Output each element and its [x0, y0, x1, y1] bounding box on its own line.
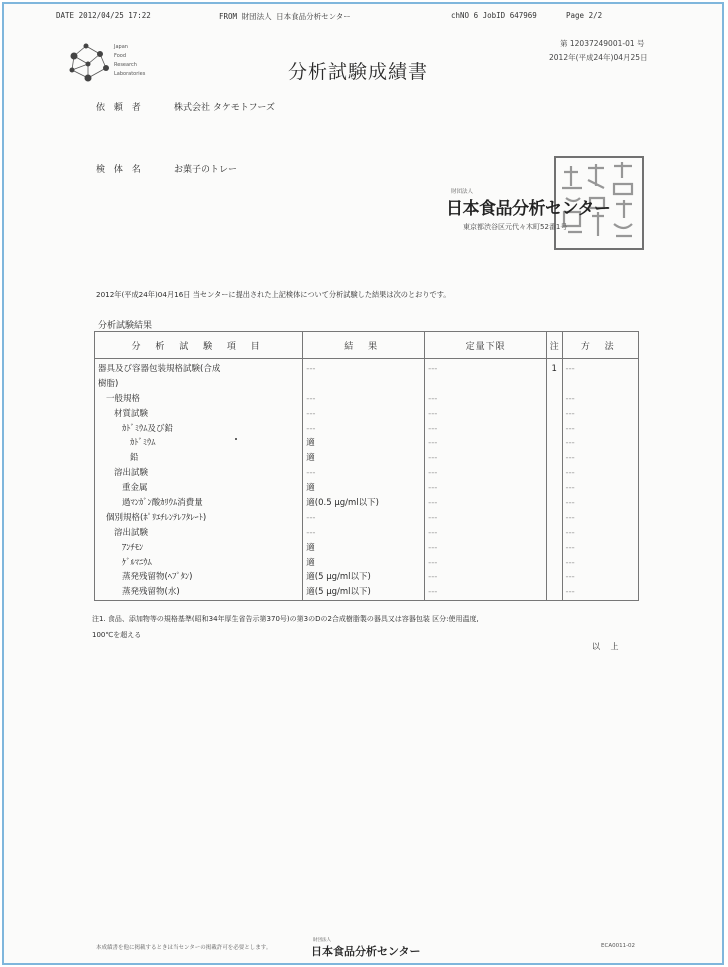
- cell-result: ---: [303, 526, 425, 541]
- cell-result: 適(5 μg/ml以下): [303, 585, 425, 600]
- cell-result: [303, 377, 425, 392]
- cell-limit: ---: [425, 556, 547, 571]
- center-logo-small: 財団法人: [451, 189, 474, 195]
- cell-method: ---: [562, 585, 639, 600]
- cell-limit: ---: [425, 392, 547, 407]
- header-result: 結 果: [303, 332, 425, 359]
- cell-note: [547, 407, 563, 422]
- footer-disclaimer: 本成績書を他に掲載するときは当センターの掲載許可を必要とします。: [96, 945, 272, 951]
- cell-method: ---: [562, 359, 639, 377]
- cell-method: ---: [562, 556, 639, 571]
- cell-method: ---: [562, 407, 639, 422]
- cell-note: [547, 451, 563, 466]
- cell-result: ---: [303, 422, 425, 437]
- cell-limit: ---: [425, 436, 547, 451]
- cell-result: 適: [303, 481, 425, 496]
- cell-note: 1: [547, 359, 563, 377]
- header-method: 方 法: [562, 332, 639, 359]
- table-row: [95, 585, 639, 600]
- cell-method: ---: [562, 466, 639, 481]
- cell-item: 過ﾏﾝｶﾞﾝ酸ｶﾘｳﾑ消費量: [95, 496, 303, 511]
- logo-line-2: Food: [114, 53, 126, 59]
- fax-date: DATE 2012/04/25 17:22: [56, 11, 151, 20]
- cell-limit: ---: [425, 511, 547, 526]
- table-row: [95, 436, 639, 451]
- cell-item: 溶出試験: [95, 526, 303, 541]
- cell-limit: ---: [425, 466, 547, 481]
- table-row: [95, 377, 639, 392]
- cell-result: ---: [303, 511, 425, 526]
- cell-limit: ---: [425, 407, 547, 422]
- table-row: [95, 422, 639, 437]
- table-row: [95, 570, 639, 585]
- table-row: [95, 511, 639, 526]
- cell-result: ---: [303, 359, 425, 377]
- fax-page: Page 2/2: [566, 11, 603, 20]
- cell-item: ｶﾄﾞﾐｳﾑ及び鉛: [95, 422, 303, 437]
- table-row: [95, 359, 639, 377]
- center-address: 東京都渋谷区元代々木町52番1号: [463, 223, 568, 231]
- cell-item: 鉛: [95, 451, 303, 466]
- cell-limit: ---: [425, 570, 547, 585]
- cell-result: ---: [303, 466, 425, 481]
- footer-center-small: 財団法人: [313, 938, 331, 943]
- issue-date: 2012年(平成24年)04月25日: [549, 53, 648, 62]
- sample-label: 検 体 名: [96, 165, 144, 175]
- cell-note: [547, 422, 563, 437]
- cell-limit: ---: [425, 585, 547, 600]
- cell-method: ---: [562, 526, 639, 541]
- cell-note: [547, 526, 563, 541]
- header-item: 分 析 試 験 項 目: [95, 332, 303, 359]
- logo-line-4: Laboratories: [114, 71, 146, 77]
- japan-food-research-logo: [66, 42, 162, 86]
- table-row: [95, 526, 639, 541]
- cell-note: [547, 570, 563, 585]
- cell-item: ｹﾞﾙﾏﾆｳﾑ: [95, 556, 303, 571]
- cell-method: ---: [562, 422, 639, 437]
- cell-item: 個別規格(ﾎﾟﾘｴﾁﾚﾝﾃﾚﾌﾀﾚｰﾄ): [95, 511, 303, 526]
- cell-limit: ---: [425, 541, 547, 556]
- cell-result: 適: [303, 451, 425, 466]
- header-note: 注: [547, 332, 563, 359]
- cell-result: 適(0.5 μg/ml以下): [303, 496, 425, 511]
- cell-item: 重金属: [95, 481, 303, 496]
- note-line-2: 100℃を超える: [92, 631, 142, 639]
- cell-item: 一般規格: [95, 392, 303, 407]
- client-name: 株式会社 タケモトフーズ: [174, 103, 275, 113]
- cell-note: [547, 541, 563, 556]
- cell-note: [547, 392, 563, 407]
- cell-limit: ---: [425, 481, 547, 496]
- cell-note: [547, 481, 563, 496]
- table-row: [95, 481, 639, 496]
- cell-limit: ---: [425, 451, 547, 466]
- cell-method: ---: [562, 481, 639, 496]
- footer-code: ECA0011-02: [601, 943, 636, 949]
- cell-note: [547, 496, 563, 511]
- client-label: 依 頼 者: [96, 103, 144, 113]
- cell-item: 溶出試験: [95, 466, 303, 481]
- results-table: [94, 331, 639, 601]
- table-row: [95, 541, 639, 556]
- cell-item: 器具及び容器包装規格試験(合成: [95, 359, 303, 377]
- cell-item: ｱﾝﾁﾓﾝ: [95, 541, 303, 556]
- logo-line-1: Japan: [114, 44, 128, 50]
- cell-item: 蒸発残留物(ﾍﾌﾟﾀﾝ): [95, 570, 303, 585]
- cell-result: 適(5 μg/ml以下): [303, 570, 425, 585]
- cell-limit: [425, 377, 547, 392]
- network-logo-icon: [66, 42, 114, 86]
- cell-method: ---: [562, 496, 639, 511]
- cell-result: 適: [303, 556, 425, 571]
- cell-item: 蒸発残留物(水): [95, 585, 303, 600]
- cell-note: [547, 556, 563, 571]
- cell-method: ---: [562, 570, 639, 585]
- section-title: 分析試験結果: [98, 321, 153, 331]
- cell-method: [562, 377, 639, 392]
- cell-limit: ---: [425, 496, 547, 511]
- logo-line-3: Research: [114, 62, 137, 68]
- table-row: [95, 466, 639, 481]
- table-row: [95, 496, 639, 511]
- table-header-row: [95, 332, 639, 359]
- cell-method: ---: [562, 392, 639, 407]
- cell-note: [547, 511, 563, 526]
- cell-note: [547, 466, 563, 481]
- cell-result: ---: [303, 392, 425, 407]
- scan-speck: [235, 438, 237, 440]
- cell-item: 樹脂): [95, 377, 303, 392]
- table-row: [95, 407, 639, 422]
- fax-from: FROM 財団法人 日本食品分析センター: [219, 12, 351, 21]
- cell-result: 適: [303, 541, 425, 556]
- cell-limit: ---: [425, 422, 547, 437]
- cell-limit: ---: [425, 526, 547, 541]
- footer-center-name: 日本食品分析センター: [311, 945, 421, 958]
- cell-item: 材質試験: [95, 407, 303, 422]
- header-limit: 定量下限: [425, 332, 547, 359]
- document-number: 第 12037249001-01 号: [560, 39, 645, 48]
- closing-mark: 以 上: [592, 642, 623, 651]
- cell-method: ---: [562, 511, 639, 526]
- cell-item: ｶﾄﾞﾐｳﾑ: [95, 436, 303, 451]
- cell-method: ---: [562, 436, 639, 451]
- table-row: [95, 556, 639, 571]
- cell-note: [547, 436, 563, 451]
- cell-note: [547, 377, 563, 392]
- cell-result: ---: [303, 407, 425, 422]
- table-row: [95, 451, 639, 466]
- cell-limit: ---: [425, 359, 547, 377]
- note-line-1: 注1. 食品、添加物等の規格基準(昭和34年厚生省告示第370号)の第3のDの2合成樹脂製の器具又は容器包装 区分:使用温度,: [92, 615, 479, 623]
- sample-name: お菓子のトレー: [174, 165, 238, 175]
- cell-result: 適: [303, 436, 425, 451]
- cell-note: [547, 585, 563, 600]
- table-row: [95, 392, 639, 407]
- intro-text: 2012年(平成24年)04月16日 当センターに提出された上記検体について分析試験した結果は次のとおりです。: [96, 290, 451, 299]
- document-title: 分析試験成績書: [288, 61, 429, 83]
- fax-job: chNO 6 JobID 647969: [451, 11, 537, 20]
- cell-method: ---: [562, 541, 639, 556]
- cell-method: ---: [562, 451, 639, 466]
- center-logo-name: 日本食品分析センター: [446, 199, 611, 219]
